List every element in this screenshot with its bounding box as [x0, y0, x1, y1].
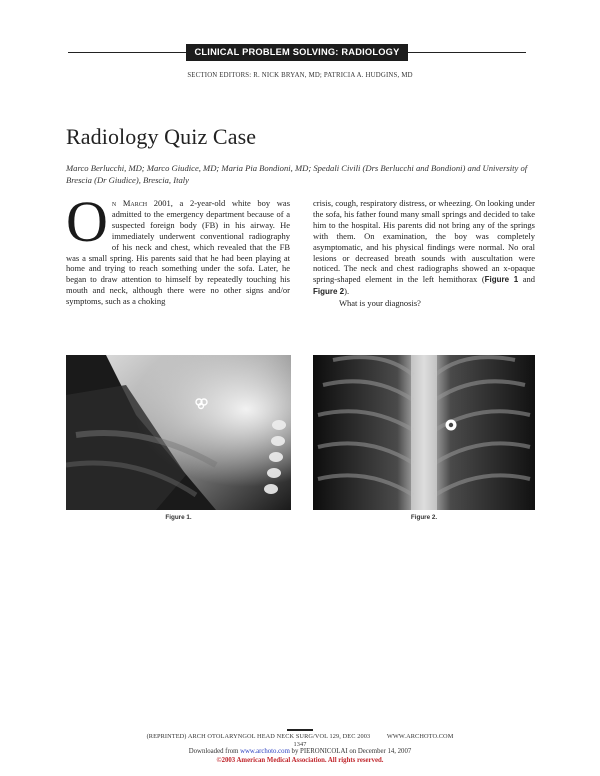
download-prefix: Downloaded from: [188, 748, 241, 755]
figure-2-reference: Figure 2: [313, 287, 345, 297]
body-column-2: [313, 198, 535, 309]
figure-1-caption: Figure 1.: [165, 514, 192, 521]
download-line: [60, 747, 540, 756]
download-suffix: by PIERONICOLAI on December 14, 2007: [289, 748, 412, 755]
archoto-link[interactable]: www.archoto.com: [240, 748, 290, 755]
article-title: Radiology Quiz Case: [66, 124, 257, 149]
section-editors: SECTION EDITORS: R. NICK BRYAN, MD; PATRICIA A. HUDGINS, MD: [187, 72, 413, 79]
figure-2-radiograph: [313, 355, 535, 510]
citation-line: (REPRINTED) ARCH OTOLARYNGOL HEAD NECK SURG/VOL 129, DEC 2003 WWW.ARCHOTO.COM: [146, 733, 454, 740]
figure-1-reference: Figure 1: [484, 275, 519, 285]
neck-xray-image: [66, 355, 291, 510]
header-rule-left: [68, 52, 186, 53]
section-banner: CLINICAL PROBLEM SOLVING: RADIOLOGY: [186, 44, 408, 61]
footer-rule: [287, 729, 313, 731]
chest-xray-image: [313, 355, 535, 510]
body-text-col2-a: crisis, cough, respiratory distress, or wheezing. On looking under the sofa, his father found many small springs and decided to take him to the hospital. His parents did not bring any of the springs with them. On examination, the boy was completely asymptomatic, and his physical findings were normal. No oral lesions or decreased breath sounds with auscultation were noticed. The neck and chest radiographs showed an x-opaque spring-shaped element in the left hemithorax (: [313, 198, 535, 285]
body-text-col1: 2001, a 2-year-old white boy was admitted to the emergency department because of a suspected foreign body (FB) in his airway. He immediately underwent conventional radiography of his neck and chest, which revealed that the FB was a small spring. His parents said that he had been playing at home and trying to reach something under the sofa. Later, he began to draw attention to himself by repeatedly touching his mouth and neck, although there were no other signs and/or symptoms, such as a choking: [66, 198, 290, 307]
figure-2-caption: Figure 2.: [410, 514, 438, 521]
body-column-1: [66, 189, 290, 307]
page-number: 1347: [293, 741, 307, 748]
body-text-col2-c: ).: [344, 286, 350, 297]
body-text-col2-b: and: [518, 274, 535, 285]
header-rule-right: [408, 52, 526, 53]
copyright-notice: ©2003 American Medical Association. All rights reserved.: [216, 757, 384, 764]
article-authors: Marco Berlucchi, MD; Marco Giudice, MD; Maria Pia Bondioni, MD; Spedali Civili (Drs Berlucchi and Bondioni) and University of Brescia (Dr Giudice), Brescia, Italy: [66, 163, 528, 185]
spring-foreign-body: [446, 420, 457, 431]
lead-smallcaps: n March: [111, 198, 148, 208]
figure-1-radiograph: [66, 355, 291, 510]
drop-cap: O: [66, 189, 108, 254]
diagnosis-question: What is your diagnosis?: [339, 298, 421, 309]
